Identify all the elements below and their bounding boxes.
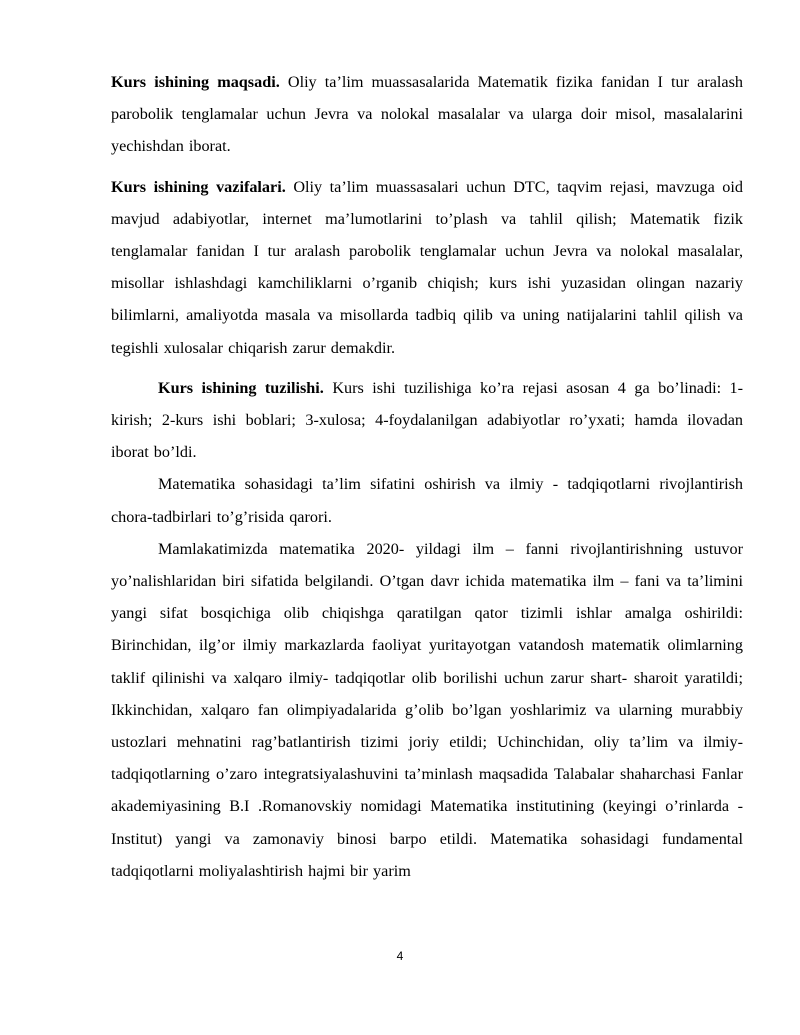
paragraph-decree xyxy=(111,468,743,532)
document-body xyxy=(111,66,743,887)
heading-course-tasks: Kurs ishining vazifalari. xyxy=(111,177,286,196)
text-mathematics-development: Mamlakatimizda matematika 2020- yildagi ilm – fanni rivojlantirishning ustuvor yo’nalishlaridan biri sifatida belgilandi. O’tgan davr ichida matematika ilm – fani va ta’limini yangi sifat bosqichiga olib chiqishga qaratilgan qator tizimli ishlar amalga oshirildi: Birinchidan, ilg’or ilmiy markazlarda faoliyat yuritayotgan vatandosh matematik olimlarning taklif qilinishi va xalqaro ilmiy- tadqiqotlar olib borilishi uchun zarur shart- sharoit yaratildi; Ikkinchidan, xalqaro fan olimpiyadalarida g’olib bo’lgan yoshlarimiz va ularning murabbiy ustozlari mehnatini rag’batlantirish tizimi joriy etildi; Uchinchidan, oliy ta’lim va ilmiy-tadqiqotlarning o’zaro integratsiyalashuvini ta’minlash maqsadida Talabalar shaharchasi Fanlar akademiyasining B.I .Romanovskiy nomidagi Matematika institutining (keyingi o’rinlarda - Institut) yangi va zamonaviy binosi barpo etildi. Matematika sohasidagi fundamental tadqiqotlarni moliyalashtirish hajmi bir yarim xyxy=(111,539,743,880)
text-course-tasks: Oliy ta’lim muassasalari uchun DTC, taqvim rejasi, mavzuga oid mavjud adabiyotlar, internet ma’lumotlarini to’plash va tahlil qilish; Matematik fizik tenglamalar fanidan I tur aralash parobolik tenglamalar uchun Jevra va nolokal masalalar, misollar ishlashdagi kamchiliklarni o’rganib chiqish; kurs ishi yuzasidan olingan nazariy bilimlarni, amaliyotda masala va misollarda tadbiq qilib va uning natijalarini tahlil qilish va tegishli xulosalar chiqarish zarur demakdir. xyxy=(111,177,743,357)
text-decree: Matematika sohasidagi ta’lim sifatini oshirish va ilmiy - tadqiqotlarni rivojlantirish chora-tadbirlari to’g’risida qarori. xyxy=(111,475,743,526)
paragraph-course-tasks xyxy=(111,171,743,364)
text-course-goal: Oliy ta’lim muassasalarida Matematik fizika fanidan I tur aralash parobolik tenglamalar uchun Jevra va nolokal masalalar va ularga doir misol, masalalarini yechishdan iborat. xyxy=(111,73,743,156)
page-number: 4 xyxy=(396,949,404,963)
paragraph-course-goal xyxy=(111,66,743,163)
heading-course-structure: Kurs ishining tuzilishi. xyxy=(158,378,324,397)
text-course-structure: Kurs ishi tuzilishiga ko’ra rejasi asosan 4 ga bo’linadi: 1-kirish; 2-kurs ishi boblari; 3-xulosa; 4-foydalanilgan adabiyotlar ro’yxati; hamda ilovadan iborat bo’ldi. xyxy=(111,378,744,462)
paragraph-mathematics-development xyxy=(111,533,743,887)
paragraph-course-structure xyxy=(111,372,743,469)
heading-course-goal: Kurs ishining maqsadi. xyxy=(111,73,280,91)
